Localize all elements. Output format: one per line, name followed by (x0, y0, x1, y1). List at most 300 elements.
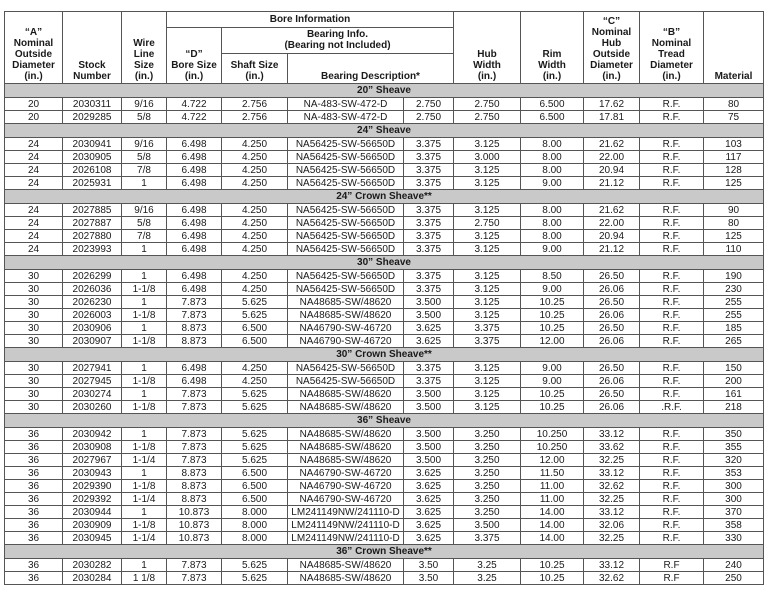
header-line: Outside (592, 49, 631, 60)
cell-bearing-description: NA48685-SW/48620 (288, 388, 404, 401)
cell-bearing-description: NA48685-SW/48620 (288, 309, 404, 322)
cell-a-diameter: 30 (5, 388, 63, 401)
cell-shaft-size: 4.250 (222, 362, 288, 375)
cell-bearing-description: NA56425-SW-56650D (288, 270, 404, 283)
cell-bore-size: 7.873 (167, 388, 222, 401)
cell-b-diameter: 26.06 (584, 283, 640, 296)
cell-weight: 110 (704, 243, 764, 256)
cell-rim-width: 3.000 (454, 151, 521, 164)
cell-bore-size: 7.873 (167, 559, 222, 572)
cell-bearing-description: NA56425-SW-56650D (288, 362, 404, 375)
cell-bore-size: 10.873 (167, 519, 222, 532)
cell-bearing-description: LM241149NW/241110-D (288, 532, 404, 545)
cell-a-diameter: 36 (5, 532, 63, 545)
cell-wire-size: 1-1/8 (122, 480, 167, 493)
cell-shaft-size: 6.500 (222, 493, 288, 506)
table-row (5, 428, 764, 441)
cell-material: R.F. (640, 217, 704, 230)
cell-wire-size: 1 (122, 388, 167, 401)
cell-hub-width: 3.50 (404, 559, 454, 572)
header-line: Hub (601, 38, 622, 49)
cell-c-diameter: 8.00 (521, 164, 584, 177)
header-a-diameter (5, 12, 63, 84)
header-line: “C” (602, 16, 621, 27)
header-line: Number (73, 71, 111, 82)
cell-c-diameter: 10.25 (521, 572, 584, 585)
cell-shaft-size: 5.625 (222, 559, 288, 572)
cell-bearing-description: NA46790-SW-46720 (288, 480, 404, 493)
header-line: (in.) (24, 71, 43, 82)
header-line: Diameter (590, 60, 633, 71)
cell-rim-width: 3.250 (454, 480, 521, 493)
cell-bore-size: 6.498 (167, 164, 222, 177)
cell-hub-width: 2.750 (404, 98, 454, 111)
cell-wire-size: 1-1/4 (122, 454, 167, 467)
cell-material: R.F. (640, 506, 704, 519)
cell-material: R.F. (640, 164, 704, 177)
table-row (5, 270, 764, 283)
cell-wire-size: 7/8 (122, 164, 167, 177)
table-row (5, 506, 764, 519)
cell-bore-size: 8.873 (167, 493, 222, 506)
cell-rim-width: 3.250 (454, 493, 521, 506)
table-row (5, 309, 764, 322)
cell-a-diameter: 36 (5, 559, 63, 572)
cell-wire-size: 9/16 (122, 204, 167, 217)
cell-shaft-size: 4.250 (222, 243, 288, 256)
cell-hub-width: 3.375 (404, 362, 454, 375)
cell-shaft-size: 5.625 (222, 454, 288, 467)
cell-a-diameter: 24 (5, 177, 63, 190)
cell-bearing-description: NA48685-SW/48620 (288, 428, 404, 441)
cell-shaft-size: 5.625 (222, 296, 288, 309)
cell-rim-width: 3.250 (454, 454, 521, 467)
header-bore-information: Bore Information (167, 12, 454, 28)
cell-material: R.F. (640, 243, 704, 256)
table-row (5, 519, 764, 532)
cell-bore-size: 6.498 (167, 138, 222, 151)
cell-shaft-size: 6.500 (222, 467, 288, 480)
cell-bearing-description: NA48685-SW/48620 (288, 296, 404, 309)
cell-bore-size: 8.873 (167, 467, 222, 480)
header-line: Wire (133, 38, 155, 49)
cell-rim-width: 3.125 (454, 138, 521, 151)
cell-a-diameter: 20 (5, 111, 63, 124)
cell-wire-size: 1 (122, 270, 167, 283)
cell-b-diameter: 26.06 (584, 401, 640, 414)
cell-shaft-size: 4.250 (222, 375, 288, 388)
cell-rim-width: 2.750 (454, 217, 521, 230)
cell-stock-number: 2030943 (63, 467, 122, 480)
cell-weight: 255 (704, 309, 764, 322)
cell-c-diameter: 14.00 (521, 506, 584, 519)
cell-c-diameter: 8.00 (521, 204, 584, 217)
cell-bore-size: 10.873 (167, 506, 222, 519)
table-row (5, 322, 764, 335)
section-header-row (5, 256, 764, 270)
cell-bearing-description: NA56425-SW-56650D (288, 164, 404, 177)
cell-shaft-size: 4.250 (222, 138, 288, 151)
cell-b-diameter: 33.12 (584, 428, 640, 441)
cell-stock-number: 2023993 (63, 243, 122, 256)
table-row (5, 138, 764, 151)
cell-rim-width: 3.125 (454, 270, 521, 283)
cell-b-diameter: 32.25 (584, 454, 640, 467)
cell-c-diameter: 9.00 (521, 243, 584, 256)
header-line: Line (133, 49, 155, 60)
cell-stock-number: 2030905 (63, 151, 122, 164)
cell-a-diameter: 30 (5, 335, 63, 348)
header-line: Tread (658, 49, 685, 60)
cell-stock-number: 2026230 (63, 296, 122, 309)
cell-weight: 300 (704, 480, 764, 493)
table-row (5, 467, 764, 480)
cell-hub-width: 3.625 (404, 480, 454, 493)
cell-wire-size: 1-1/8 (122, 335, 167, 348)
cell-bore-size: 10.873 (167, 532, 222, 545)
cell-wire-size: 5/8 (122, 111, 167, 124)
cell-a-diameter: 24 (5, 230, 63, 243)
cell-wire-size: 1 (122, 243, 167, 256)
cell-rim-width: 3.375 (454, 322, 521, 335)
table-row (5, 111, 764, 124)
cell-stock-number: 2027941 (63, 362, 122, 375)
cell-shaft-size: 2.756 (222, 98, 288, 111)
cell-material: R.F (640, 572, 704, 585)
cell-bore-size: 7.873 (167, 441, 222, 454)
cell-stock-number: 2030942 (63, 428, 122, 441)
cell-shaft-size: 5.625 (222, 401, 288, 414)
cell-rim-width: 3.125 (454, 375, 521, 388)
cell-hub-width: 3.375 (404, 138, 454, 151)
cell-b-diameter: 26.50 (584, 362, 640, 375)
cell-wire-size: 1-1/8 (122, 309, 167, 322)
header-line: Bearing Info. (306, 29, 369, 40)
section-header-row (5, 414, 764, 428)
cell-b-diameter: 26.50 (584, 388, 640, 401)
cell-c-diameter: 8.00 (521, 230, 584, 243)
cell-c-diameter: 8.00 (521, 217, 584, 230)
cell-material: R.F. (640, 98, 704, 111)
cell-material: R.F. (640, 296, 704, 309)
cell-a-diameter: 24 (5, 138, 63, 151)
cell-shaft-size: 4.250 (222, 204, 288, 217)
cell-material: .R.F. (640, 401, 704, 414)
cell-hub-width: 3.375 (404, 204, 454, 217)
cell-shaft-size: 5.625 (222, 572, 288, 585)
cell-rim-width: 3.125 (454, 401, 521, 414)
header-line: Rim (542, 49, 562, 60)
header-bearing-info (222, 28, 454, 54)
cell-a-diameter: 36 (5, 493, 63, 506)
cell-bore-size: 6.498 (167, 217, 222, 230)
cell-wire-size: 1-1/8 (122, 401, 167, 414)
cell-a-diameter: 30 (5, 296, 63, 309)
cell-a-diameter: 24 (5, 243, 63, 256)
cell-bearing-description: NA46790-SW-46720 (288, 467, 404, 480)
cell-stock-number: 2026036 (63, 283, 122, 296)
cell-hub-width: 3.375 (404, 217, 454, 230)
cell-bearing-description: NA46790-SW-46720 (288, 335, 404, 348)
cell-material: R.F. (640, 151, 704, 164)
cell-weight: 185 (704, 322, 764, 335)
cell-c-diameter: 8.00 (521, 138, 584, 151)
cell-bore-size: 7.873 (167, 296, 222, 309)
cell-c-diameter: 14.00 (521, 519, 584, 532)
cell-bore-size: 6.498 (167, 362, 222, 375)
cell-wire-size: 9/16 (122, 98, 167, 111)
header-line: Stock (78, 60, 106, 71)
table-row (5, 230, 764, 243)
cell-hub-width: 3.625 (404, 532, 454, 545)
cell-rim-width: 3.125 (454, 243, 521, 256)
cell-shaft-size: 2.756 (222, 111, 288, 124)
cell-b-diameter: 33.12 (584, 467, 640, 480)
cell-hub-width: 3.375 (404, 270, 454, 283)
cell-rim-width: 3.25 (454, 572, 521, 585)
cell-rim-width: 2.750 (454, 98, 521, 111)
cell-wire-size: 1 (122, 559, 167, 572)
cell-material: R.F. (640, 467, 704, 480)
cell-c-diameter: 11.00 (521, 480, 584, 493)
cell-bearing-description: NA48685-SW/48620 (288, 441, 404, 454)
cell-b-diameter: 33.62 (584, 441, 640, 454)
cell-shaft-size: 8.000 (222, 506, 288, 519)
cell-rim-width: 3.125 (454, 362, 521, 375)
cell-bore-size: 6.498 (167, 270, 222, 283)
cell-bore-size: 6.498 (167, 204, 222, 217)
cell-a-diameter: 36 (5, 467, 63, 480)
cell-bearing-description: NA56425-SW-56650D (288, 217, 404, 230)
cell-c-diameter: 9.00 (521, 362, 584, 375)
cell-wire-size: 7/8 (122, 230, 167, 243)
cell-wire-size: 1 (122, 467, 167, 480)
cell-shaft-size: 6.500 (222, 335, 288, 348)
cell-wire-size: 5/8 (122, 217, 167, 230)
header-line: “B” (662, 27, 681, 38)
cell-c-diameter: 8.00 (521, 151, 584, 164)
cell-bearing-description: NA56425-SW-56650D (288, 151, 404, 164)
cell-weight: 218 (704, 401, 764, 414)
table-row (5, 98, 764, 111)
cell-a-diameter: 36 (5, 454, 63, 467)
cell-stock-number: 2030274 (63, 388, 122, 401)
cell-c-diameter: 10.25 (521, 322, 584, 335)
section-title: 36” Crown Sheave** (5, 545, 764, 559)
cell-rim-width: 2.750 (454, 111, 521, 124)
cell-weight: 125 (704, 177, 764, 190)
cell-c-diameter: 12.00 (521, 454, 584, 467)
cell-bearing-description: NA56425-SW-56650D (288, 375, 404, 388)
cell-hub-width: 3.625 (404, 322, 454, 335)
cell-b-diameter: 32.25 (584, 532, 640, 545)
cell-bearing-description: NA-483-SW-472-D (288, 98, 404, 111)
cell-hub-width: 3.500 (404, 428, 454, 441)
cell-rim-width: 3.125 (454, 309, 521, 322)
cell-bearing-description: NA56425-SW-56650D (288, 138, 404, 151)
table-row (5, 454, 764, 467)
cell-a-diameter: 24 (5, 164, 63, 177)
cell-weight: 128 (704, 164, 764, 177)
cell-b-diameter: 26.50 (584, 296, 640, 309)
cell-bore-size: 7.873 (167, 572, 222, 585)
header-b-tread-diameter (640, 12, 704, 84)
section-title: 24” Crown Sheave** (5, 190, 764, 204)
cell-bore-size: 4.722 (167, 98, 222, 111)
cell-weight: 355 (704, 441, 764, 454)
cell-b-diameter: 17.62 (584, 98, 640, 111)
cell-hub-width: 3.625 (404, 493, 454, 506)
cell-bore-size: 8.873 (167, 335, 222, 348)
cell-bore-size: 6.498 (167, 375, 222, 388)
cell-hub-width: 3.375 (404, 283, 454, 296)
section-title: 36” Sheave (5, 414, 764, 428)
cell-b-diameter: 20.94 (584, 164, 640, 177)
cell-weight: 190 (704, 270, 764, 283)
header-line: Nominal (651, 38, 692, 49)
section-title: 30” Crown Sheave** (5, 348, 764, 362)
cell-b-diameter: 33.12 (584, 506, 640, 519)
cell-shaft-size: 4.250 (222, 151, 288, 164)
cell-hub-width: 3.625 (404, 506, 454, 519)
section-title: 20” Sheave (5, 84, 764, 98)
cell-c-diameter: 9.00 (521, 375, 584, 388)
header-line: Width (473, 60, 501, 71)
section-title: 30” Sheave (5, 256, 764, 270)
cell-weight: 250 (704, 572, 764, 585)
cell-hub-width: 3.500 (404, 388, 454, 401)
cell-rim-width: 3.250 (454, 467, 521, 480)
header-line: Shaft Size (230, 60, 279, 71)
cell-c-diameter: 8.50 (521, 270, 584, 283)
table-row (5, 493, 764, 506)
cell-material: R.F. (640, 270, 704, 283)
header-line: Diameter (12, 60, 55, 71)
cell-c-diameter: 9.00 (521, 177, 584, 190)
cell-rim-width: 3.125 (454, 177, 521, 190)
header-line: Hub (477, 49, 497, 60)
cell-b-diameter: 32.06 (584, 519, 640, 532)
cell-material: R.F. (640, 177, 704, 190)
header-line: (in.) (542, 71, 562, 82)
cell-material: R.F. (640, 493, 704, 506)
cell-hub-width: 3.500 (404, 454, 454, 467)
cell-c-diameter: 10.250 (521, 428, 584, 441)
cell-stock-number: 2027880 (63, 230, 122, 243)
cell-bearing-description: NA56425-SW-56650D (288, 243, 404, 256)
header-line: Outside (14, 49, 53, 60)
cell-shaft-size: 6.500 (222, 322, 288, 335)
cell-c-diameter: 12.00 (521, 335, 584, 348)
cell-a-diameter: 36 (5, 572, 63, 585)
cell-bore-size: 6.498 (167, 230, 222, 243)
cell-bearing-description: NA46790-SW-46720 (288, 493, 404, 506)
cell-hub-width: 3.375 (404, 230, 454, 243)
cell-shaft-size: 5.625 (222, 309, 288, 322)
cell-weight: 117 (704, 151, 764, 164)
cell-b-diameter: 21.62 (584, 138, 640, 151)
cell-c-diameter: 10.25 (521, 309, 584, 322)
cell-wire-size: 1 (122, 177, 167, 190)
cell-a-diameter: 36 (5, 480, 63, 493)
cell-weight: 80 (704, 217, 764, 230)
table-row (5, 243, 764, 256)
cell-bore-size: 7.873 (167, 309, 222, 322)
cell-shaft-size: 5.625 (222, 441, 288, 454)
cell-a-diameter: 36 (5, 428, 63, 441)
header-hub-width (454, 12, 521, 84)
cell-stock-number: 2030909 (63, 519, 122, 532)
header-line: “A” (24, 27, 43, 38)
cell-c-diameter: 6.500 (521, 98, 584, 111)
cell-weight: 80 (704, 98, 764, 111)
sheave-spec-table-container (4, 11, 764, 585)
cell-b-diameter: 26.06 (584, 309, 640, 322)
cell-wire-size: 1-1/4 (122, 493, 167, 506)
table-row (5, 441, 764, 454)
cell-wire-size: 1-1/4 (122, 532, 167, 545)
header-line: Width (538, 60, 566, 71)
cell-bore-size: 7.873 (167, 428, 222, 441)
header-c-hub-diameter (584, 12, 640, 84)
cell-material: R.F. (640, 388, 704, 401)
cell-stock-number: 2026108 (63, 164, 122, 177)
cell-hub-width: 3.500 (404, 401, 454, 414)
cell-b-diameter: 21.12 (584, 177, 640, 190)
cell-hub-width: 3.500 (404, 309, 454, 322)
header-line: Diameter (650, 60, 693, 71)
cell-bearing-description: NA48685-SW/48620 (288, 454, 404, 467)
cell-rim-width: 3.250 (454, 441, 521, 454)
cell-material: R.F. (640, 322, 704, 335)
header-material: Material (704, 12, 764, 84)
cell-bearing-description: NA48685-SW/48620 (288, 572, 404, 585)
cell-c-diameter: 10.25 (521, 388, 584, 401)
cell-weight: 320 (704, 454, 764, 467)
cell-material: R.F. (640, 519, 704, 532)
header-line: Nominal (591, 27, 632, 38)
cell-bearing-description: LM241149NW/241110-D (288, 519, 404, 532)
header-stock-number (63, 12, 122, 84)
header-line: (Bearing not Included) (284, 40, 391, 51)
cell-hub-width: 3.500 (404, 296, 454, 309)
cell-weight: 230 (704, 283, 764, 296)
sheave-spec-table (4, 11, 764, 585)
table-row (5, 401, 764, 414)
cell-c-diameter: 10.25 (521, 559, 584, 572)
section-title: 24” Sheave (5, 124, 764, 138)
cell-hub-width: 3.375 (404, 164, 454, 177)
cell-b-diameter: 26.50 (584, 322, 640, 335)
cell-b-diameter: 21.12 (584, 243, 640, 256)
cell-rim-width: 3.125 (454, 230, 521, 243)
cell-material: R.F. (640, 138, 704, 151)
cell-c-diameter: 11.50 (521, 467, 584, 480)
cell-bore-size: 7.873 (167, 454, 222, 467)
cell-bearing-description: NA56425-SW-56650D (288, 204, 404, 217)
cell-weight: 161 (704, 388, 764, 401)
cell-material: R.F. (640, 480, 704, 493)
cell-stock-number: 2026299 (63, 270, 122, 283)
cell-weight: 150 (704, 362, 764, 375)
header-line: (in.) (184, 71, 204, 82)
cell-weight: 75 (704, 111, 764, 124)
cell-weight: 350 (704, 428, 764, 441)
cell-material: R.F. (640, 283, 704, 296)
cell-material: R.F. (640, 204, 704, 217)
cell-material: R.F. (640, 428, 704, 441)
cell-stock-number: 2030284 (63, 572, 122, 585)
